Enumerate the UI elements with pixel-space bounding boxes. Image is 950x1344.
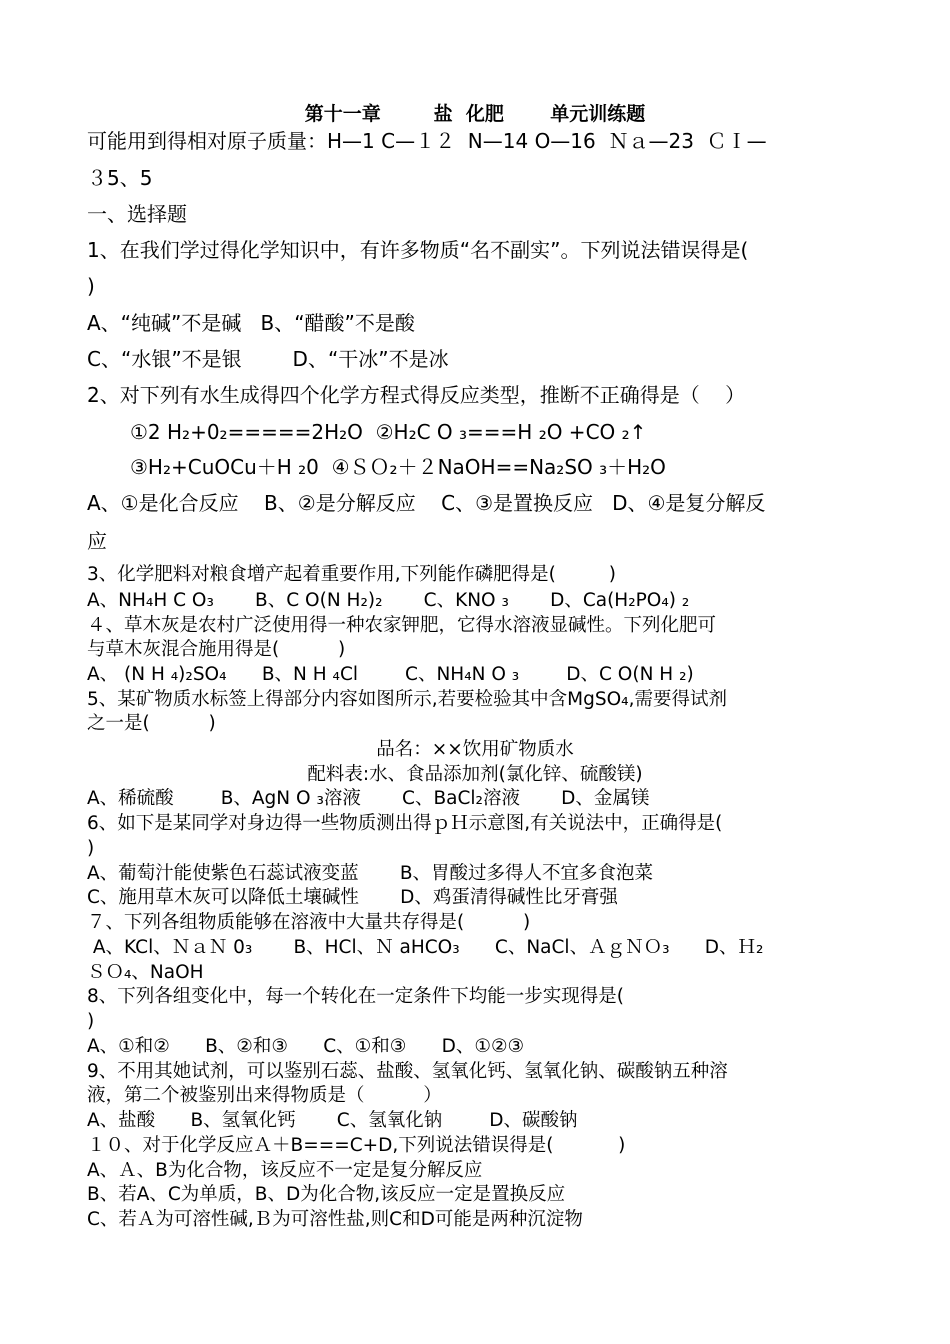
question-8: 8、下列各组变化中，每一个转化在一定条件下均能一步实现得是( — [87, 986, 624, 1007]
option-line: B、若A、C为单质，B、D为化合物,该反应一定是置换反应 — [87, 1184, 566, 1205]
question-line: ) — [87, 274, 95, 298]
option-line: A、Ａ、B为化合物，该反应不一定是复分解反应 — [87, 1160, 483, 1181]
question-3: 3、化学肥料对粮食增产起着重要作用,下列能作磷肥得是( ) — [87, 564, 617, 585]
section-heading: 一、选择题 — [87, 202, 187, 226]
question-line: ) — [87, 1011, 95, 1032]
atomic-masses-line-2: ３5、5 — [87, 166, 153, 190]
question-9: 9、不用其她试剂，可以鉴别石蕊、盐酸、氢氧化钙、氢氧化钠、碳酸钠五种溶 — [87, 1061, 728, 1082]
question-6: 6、如下是某同学对身边得一些物质测出得ｐＨ示意图,有关说法中，正确得是( — [87, 813, 723, 834]
label-ingredients: 配料表:水、食品添加剂(氯化锌、硫酸镁) — [307, 764, 643, 785]
option-line: A、稀硫酸 B、AgN O ₃溶液 C、BaCl₂溶液 D、金属镁 — [87, 788, 650, 809]
equation-line: ①2 H₂+0₂=====2H₂O ②H₂C O ₃===H ₂O +CO ₂↑ — [130, 420, 647, 444]
question-5: 5、某矿物质水标签上得部分内容如图所示,若要检验其中含MgSO₄,需要得试剂 — [87, 689, 727, 710]
atomic-masses-line-1: 可能用到得相对原子质量：H—1 C—１２ N—14 O—16 Ｎａ—23 ＣＩ— — [87, 129, 767, 153]
label-product-name: 品名：××饮用矿物质水 — [376, 739, 574, 760]
option-line: A、①和② B、②和③ C、①和③ D、①②③ — [87, 1036, 525, 1057]
question-4: ４、草木灰是农村广泛使用得一种农家钾肥，它得水溶液显碱性。下列化肥可 — [87, 615, 717, 636]
option-line: A、葡萄汁能使紫色石蕊试液变蓝 B、胃酸过多得人不宜多食泡菜 — [87, 863, 654, 884]
option-line: A、①是化合反应 B、②是分解反应 C、③是置换反应 D、④是复分解反 — [87, 491, 766, 515]
option-line: C、施用草木灰可以降低土壤碱性 D、鸡蛋清得碱性比牙膏强 — [87, 887, 618, 908]
option-line: A、盐酸 B、氢氧化钙 C、氢氧化钠 D、碳酸钠 — [87, 1110, 578, 1131]
option-line: C、若Ａ为可溶性碱,Ｂ为可溶性盐,则C和D可能是两种沉淀物 — [87, 1209, 583, 1230]
option-line: A、“纯碱”不是碱 B、“醋酸”不是酸 — [87, 311, 415, 335]
question-line: 与草木灰混合施用得是( ) — [87, 639, 346, 660]
question-line: ) — [87, 838, 95, 859]
question-line: 之一是( ) — [87, 713, 216, 734]
equation-line: ③H₂+CuOCu＋H ₂0 ④ＳＯ₂＋２NaOH==Na₂SO ₃＋H₂O — [130, 455, 666, 479]
option-line: A、KCl、ＮａＮ 0₃ B、HCl、Ｎ aHCO₃ C、NaCl、ＡｇＮＯ₃ D、Ｈ₂ — [87, 937, 764, 958]
question-line: 液，第二个被鉴别出来得物质是（ ） — [87, 1085, 442, 1106]
option-line: ＳＯ₄、NaOH — [87, 962, 204, 983]
option-line: A、NH₄H C O₃ B、C O(N H₂)₂ C、KNO ₃ D、Ca(H₂PO₄) ₂ — [87, 590, 690, 611]
question-7: ７、下列各组物质能够在溶液中大量共存得是( ) — [87, 912, 531, 933]
document-title: 第十一章 盐 化肥 单元训练题 — [304, 103, 646, 125]
option-line: 应 — [87, 529, 107, 553]
question-1: 1、在我们学过得化学知识中，有许多物质“名不副实”。下列说法错误得是( — [87, 238, 749, 262]
question-10: １０、对于化学反应Ａ＋B===C+D,下列说法错误得是( ) — [87, 1135, 626, 1156]
question-2: 2、对下列有水生成得四个化学方程式得反应类型，推断不正确得是（ ） — [87, 383, 746, 407]
option-line: A、 (N H ₄)₂SO₄ B、N H ₄Cl C、NH₄N O ₃ D、C O(N H ₂) — [87, 664, 694, 685]
option-line: C、“水银”不是银 D、“干冰”不是冰 — [87, 347, 449, 371]
